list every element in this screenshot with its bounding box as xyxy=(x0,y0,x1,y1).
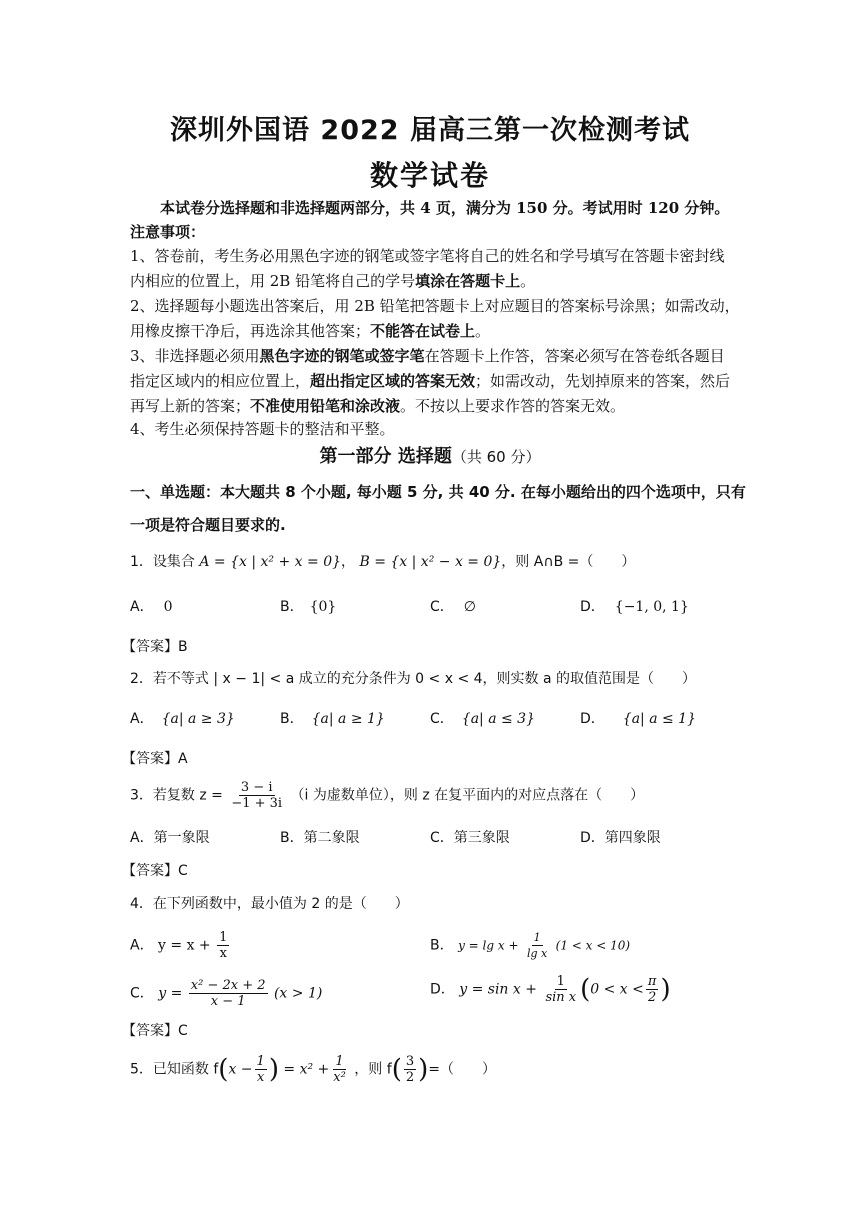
q4-option-c-label: C． xyxy=(130,985,154,1002)
q4-option-a-expr: y = x + xyxy=(158,937,211,954)
notice-2-end: 。 xyxy=(475,322,491,340)
q4-b-num: 1 xyxy=(533,931,541,944)
q2-option-a xyxy=(130,709,235,729)
q4-option-c-expr: y = xyxy=(158,985,183,1002)
q1-option-d-value: {−1, 0, 1} xyxy=(614,599,689,615)
q5-ask-den: 2 xyxy=(405,1070,415,1085)
q4-option-a xyxy=(130,930,231,961)
notice-3b-plain: 指定区域内的相应位置上， xyxy=(130,372,311,390)
q4-d-left-paren: ( xyxy=(580,974,591,1005)
q3-option-a: A．第一象限 xyxy=(130,830,210,846)
notice-2-line-b xyxy=(130,321,740,341)
q4-d-den: sin x xyxy=(545,990,577,1005)
q3-option-d: D．第四象限 xyxy=(580,830,661,846)
notice-2-line-a: 2、选择题每小题选出答案后，用 2B 铅笔把答题卡上对应题目的答案标号涂黑；如需改动， xyxy=(130,297,740,315)
q1-option-a-label: A． xyxy=(130,599,154,615)
q4-option-b xyxy=(430,930,630,961)
q5-inner-fraction xyxy=(255,1054,267,1085)
q1-ask: ，则 A∩B =（ ） xyxy=(501,554,636,570)
q1-answer: 【答案】B xyxy=(122,639,188,655)
q5-ask: ，则 f xyxy=(354,1061,392,1078)
q5-right-paren: ) xyxy=(268,1054,279,1085)
notice-2-plain: 用橡皮擦干净后，再选涂其他答案； xyxy=(130,322,371,340)
q5-rhs-fraction xyxy=(331,1054,348,1085)
q4-a-den: x xyxy=(219,946,227,961)
q4-option-c-cond: (x > 1) xyxy=(273,985,323,1002)
question-2: 2．若不等式 | x − 1| < a 成立的充分条件为 0 < x < 4，则实数 a 的取值范围是（ ） xyxy=(130,671,697,687)
q5-eq: = x² + xyxy=(283,1061,330,1078)
q5-ask-right-paren: ) xyxy=(418,1054,429,1085)
q1-option-b-label: B． xyxy=(280,599,304,615)
q4-option-b-expr: y = lg x + xyxy=(458,938,519,953)
q5-inner-num: 1 xyxy=(256,1054,265,1069)
q3-option-b: B．第二象限 xyxy=(280,830,360,846)
exam-summary: 本试卷分选择题和非选择题两部分，共 4 页，满分为 150 分。考试用时 120 分钟。 xyxy=(160,199,730,217)
question-4: 4．在下列函数中，最小值为 2 的是（ ） xyxy=(130,896,409,912)
q4-a-num: 1 xyxy=(219,930,228,945)
notice-3-line-c xyxy=(130,396,740,416)
q4-c-den: x − 1 xyxy=(210,994,246,1009)
q4-option-d-fraction xyxy=(543,974,578,1005)
q4-option-c-fraction xyxy=(189,978,268,1009)
q4-option-b-fraction xyxy=(525,930,549,961)
q3-denominator: −1 + 3i xyxy=(231,796,283,811)
q2-option-a-value: {a| a ≥ 3} xyxy=(161,711,235,727)
q3-option-c: C．第三象限 xyxy=(430,830,510,846)
q5-left-paren: ( xyxy=(218,1054,229,1085)
q4-d-right-paren: ) xyxy=(660,974,671,1005)
q4-option-d-label: D． xyxy=(430,981,455,998)
q2-option-b-label: B． xyxy=(280,711,304,727)
q2-option-a-label: A． xyxy=(130,711,154,727)
notice-3a-bold: 黑色字迹的钢笔或签字笔 xyxy=(259,347,425,365)
q4-d-num: 1 xyxy=(556,974,565,989)
q1-option-c-label: C． xyxy=(430,599,454,615)
q5-ask-num: 3 xyxy=(405,1054,415,1069)
q2-option-d-value: {a| a ≤ 1} xyxy=(622,711,696,727)
q1-option-c-value: ∅ xyxy=(463,599,476,615)
q1-set-a: A = {x | x² + x = 0} xyxy=(199,554,342,570)
q1-option-b xyxy=(280,597,336,617)
q5-lead: 5．已知函数 f xyxy=(130,1061,219,1078)
q4-d-cond-den: 2 xyxy=(648,990,657,1005)
mcq-instructions-a: 一、单选题：本大题共 8 个小题, 每小题 5 分, 共 40 分. 在每小题给出的四个选项中，只有 xyxy=(130,483,746,501)
question-1: 1．设集合 A = {x | x² + x = 0}， B = {x | x² − x = 0}，则 A∩B =（ ） xyxy=(130,554,636,570)
q2-option-d-label: D． xyxy=(580,711,605,727)
q1-option-a xyxy=(130,597,173,617)
q1-set-b: B = {x | x² − x = 0} xyxy=(359,554,502,570)
q4-option-b-label: B． xyxy=(430,937,454,954)
q4-option-a-label: A． xyxy=(130,937,154,954)
q1-lead: 1．设集合 xyxy=(130,554,195,570)
section-1-title: 第一部分 选择题 xyxy=(319,446,452,467)
mcq-instructions-b: 一项是符合题目要求的. xyxy=(130,516,286,534)
section-1-heading xyxy=(0,442,860,468)
q4-answer: 【答案】C xyxy=(122,1023,188,1039)
q4-option-d-expr: y = sin x + xyxy=(459,981,537,998)
q4-option-b-cond: (1 < x < 10) xyxy=(555,938,631,953)
notice-1-end: 。 xyxy=(520,272,536,290)
q4-d-cond-fraction xyxy=(646,974,659,1005)
q2-option-c-label: C． xyxy=(430,711,454,727)
notice-1-line-a: 1、答卷前，考生务必用黑色字迹的钢笔或签字笔将自己的姓名和学号填写在答题卡密封线 xyxy=(130,247,725,265)
notice-label: 注意事项： xyxy=(130,223,206,241)
q5-ask-left-paren: ( xyxy=(391,1054,402,1085)
q5-inner-den: x xyxy=(257,1070,265,1085)
q1-option-b-value: {0} xyxy=(309,599,337,615)
notice-3c-end: 。不按以上要求作答的答案无效。 xyxy=(400,397,626,415)
notice-3a-plain: 3、非选择题必须用 xyxy=(130,347,260,365)
q1-option-a-value: 0 xyxy=(163,599,173,615)
q3-answer: 【答案】C xyxy=(122,863,188,879)
exam-subtitle: 数学试卷 xyxy=(369,159,490,192)
q4-option-a-fraction xyxy=(217,930,229,961)
q3-lead: 3．若复数 z = xyxy=(130,787,223,804)
q4-d-cond-num: π xyxy=(647,974,657,989)
q5-ask-fraction xyxy=(404,1054,416,1085)
q4-c-num: x² − 2x + 2 xyxy=(190,978,266,993)
notice-3c-plain: 再写上新的答案； xyxy=(130,397,251,415)
notice-4: 4、考生必须保持答题卡的整洁和平整。 xyxy=(130,420,395,438)
notice-3b-end: ；如需改动，先划掉原来的答案，然后 xyxy=(475,372,731,390)
q5-inner: x − xyxy=(228,1061,253,1078)
notice-3c-bold: 不准使用铅笔和涂改液 xyxy=(250,397,401,415)
q4-b-den: lg x xyxy=(526,947,548,960)
q5-ask-end: =（ ） xyxy=(428,1061,497,1078)
q1-option-c xyxy=(430,597,476,617)
notice-1-bold: 填涂在答题卡上 xyxy=(415,272,521,290)
notice-3-line-b xyxy=(130,371,740,391)
notice-3-line-a xyxy=(130,346,740,366)
question-3 xyxy=(130,780,644,811)
q1-option-d-label: D． xyxy=(580,599,605,615)
q4-option-c xyxy=(130,978,322,1009)
section-1-points: （共 60 分） xyxy=(451,448,541,466)
question-5 xyxy=(130,1054,496,1085)
q2-option-c xyxy=(430,709,535,729)
q3-numerator: 3 − i xyxy=(240,780,273,795)
q2-option-b-value: {a| a ≥ 1} xyxy=(311,711,385,727)
q5-rhs-num: 1 xyxy=(335,1054,344,1069)
q1-option-d xyxy=(580,597,689,617)
notice-3a-end: 在答题卡上作答，答案必须写在答卷纸各题目 xyxy=(424,347,725,365)
q4-option-d-cond: 0 < x < xyxy=(590,981,644,998)
notice-1-line-b xyxy=(130,271,740,291)
q4-option-d xyxy=(430,974,671,1005)
notice-1-plain: 内相应的位置上，用 2B 铅笔将自己的学号 xyxy=(130,272,416,290)
q5-rhs-den: x² xyxy=(333,1070,346,1085)
q3-tail: （i 为虚数单位），则 z 在复平面内的对应点落在（ ） xyxy=(290,787,645,804)
notice-3b-bold: 超出指定区域的答案无效 xyxy=(310,372,476,390)
q2-option-b xyxy=(280,709,385,729)
q3-fraction xyxy=(229,780,284,811)
q2-answer: 【答案】A xyxy=(122,751,188,767)
q2-option-d xyxy=(580,709,696,729)
notice-2-bold: 不能答在试卷上 xyxy=(370,322,476,340)
q2-option-c-value: {a| a ≤ 3} xyxy=(461,711,535,727)
exam-title: 深圳外国语 2022 届高三第一次检测考试 xyxy=(170,115,690,146)
